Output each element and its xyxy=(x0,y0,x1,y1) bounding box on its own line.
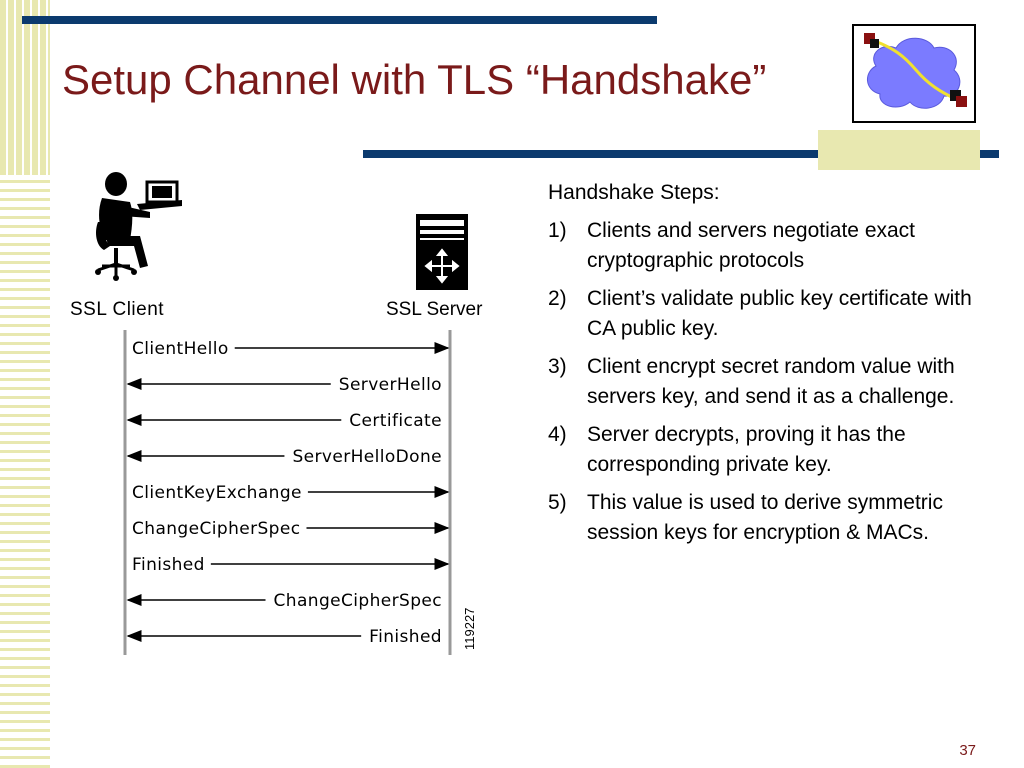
server-label: SSL Server xyxy=(386,299,483,320)
stripe-line xyxy=(0,225,50,228)
step-text: Clients and servers negotiate exact cryptographic protocols xyxy=(587,219,916,272)
decorative-block xyxy=(818,130,980,170)
stripe-line xyxy=(0,747,50,750)
stripe-line xyxy=(0,405,50,408)
sequence-diagram xyxy=(60,170,520,660)
stripe-line xyxy=(0,459,50,462)
stripe-line xyxy=(0,432,50,435)
step-number: 1) xyxy=(548,219,567,242)
network-cloud-logo xyxy=(852,24,976,123)
stripe-line xyxy=(0,369,50,372)
stripe-line xyxy=(0,450,50,453)
stripe-line xyxy=(0,630,50,633)
message-label: ChangeCipherSpec xyxy=(132,519,301,539)
step-text: This value is used to derive symmetric session keys for encryption & MACs. xyxy=(587,491,943,544)
stripe-line xyxy=(0,297,50,300)
stripe-line xyxy=(0,531,50,534)
stripe-line xyxy=(0,387,50,390)
stripe-line xyxy=(0,423,50,426)
message-label: Certificate xyxy=(349,411,442,431)
stripe-line xyxy=(0,396,50,399)
step-item xyxy=(548,216,978,276)
stripe-line xyxy=(0,720,50,723)
stripe-line xyxy=(0,360,50,363)
stripe-line xyxy=(0,315,50,318)
message-label: Finished xyxy=(132,555,205,575)
step-item xyxy=(548,352,978,412)
top-rule xyxy=(22,16,657,24)
stripe-line xyxy=(0,639,50,642)
stripe-line xyxy=(0,495,50,498)
stripe-line xyxy=(0,342,50,345)
stripe-line xyxy=(0,306,50,309)
stripe-line xyxy=(0,252,50,255)
message-label: ChangeCipherSpec xyxy=(273,591,442,611)
message-label: Finished xyxy=(369,627,442,647)
stripe-line xyxy=(0,468,50,471)
client-label: SSL Client xyxy=(70,299,165,320)
stripe-line xyxy=(0,756,50,759)
stripe-line xyxy=(0,711,50,714)
stripe-line xyxy=(0,189,50,192)
stripe-line xyxy=(0,324,50,327)
figure-id: 119227 xyxy=(462,607,477,650)
message-label: ClientKeyExchange xyxy=(132,483,302,503)
stripe-line xyxy=(0,414,50,417)
stripe-line xyxy=(0,513,50,516)
server-icon xyxy=(416,214,468,290)
stripe-block xyxy=(0,0,50,175)
stripe-line xyxy=(0,198,50,201)
node-icon xyxy=(870,39,879,48)
stripe-line xyxy=(0,738,50,741)
stripe-line xyxy=(0,216,50,219)
stripe-line xyxy=(0,261,50,264)
step-item xyxy=(548,488,978,548)
stripe-line xyxy=(0,729,50,732)
stripe-line xyxy=(0,657,50,660)
decorative-stripes xyxy=(0,0,50,768)
handshake-diagram xyxy=(60,170,520,660)
stripe-line xyxy=(0,702,50,705)
step-item xyxy=(548,420,978,480)
stripe-line xyxy=(0,585,50,588)
step-text: Client’s validate public key certificate with CA public key. xyxy=(587,287,972,340)
stripe-line xyxy=(0,441,50,444)
step-number: 5) xyxy=(548,491,567,514)
stripe-line xyxy=(0,207,50,210)
slide-title: Setup Channel with TLS “Handshake” xyxy=(62,56,767,103)
stripe-line xyxy=(0,180,50,183)
stripe-line xyxy=(0,603,50,606)
stripe-line xyxy=(0,612,50,615)
stripe-line xyxy=(0,558,50,561)
stripe-line xyxy=(0,594,50,597)
stripe-line xyxy=(0,576,50,579)
stripe-line xyxy=(0,486,50,489)
stripe-line xyxy=(0,522,50,525)
stripe-line xyxy=(0,234,50,237)
stripe-line xyxy=(0,333,50,336)
stripe-line xyxy=(0,351,50,354)
stripe-line xyxy=(0,648,50,651)
steps-list xyxy=(548,216,978,548)
stripe-line xyxy=(0,243,50,246)
stripe-line xyxy=(0,270,50,273)
stripe-line xyxy=(0,378,50,381)
stripe-line xyxy=(0,684,50,687)
user-at-computer-icon xyxy=(95,172,182,281)
step-text: Server decrypts, proving it has the corresponding private key. xyxy=(587,423,906,476)
message-label: ClientHello xyxy=(132,339,229,359)
steps-heading: Handshake Steps: xyxy=(548,181,720,204)
stripe-line xyxy=(0,675,50,678)
message-label: ServerHelloDone xyxy=(292,447,442,467)
message-label: ServerHello xyxy=(338,375,442,395)
step-number: 2) xyxy=(548,287,567,310)
stripe-line xyxy=(0,279,50,282)
step-number: 3) xyxy=(548,355,567,378)
stripe-line xyxy=(0,621,50,624)
stripe-line xyxy=(0,567,50,570)
stripe-line xyxy=(0,693,50,696)
page-number: 37 xyxy=(959,742,976,759)
stripe-line xyxy=(0,549,50,552)
stripe-line xyxy=(0,540,50,543)
cloud-icon xyxy=(867,38,959,108)
node-icon xyxy=(956,96,967,107)
step-item xyxy=(548,284,978,344)
stripe-line xyxy=(0,288,50,291)
stripe-line xyxy=(0,504,50,507)
stripe-line xyxy=(0,666,50,669)
stripe-line xyxy=(0,477,50,480)
step-number: 4) xyxy=(548,423,567,446)
step-text: Client encrypt secret random value with servers key, and send it as a challenge. xyxy=(587,355,955,408)
handshake-steps xyxy=(548,178,978,556)
